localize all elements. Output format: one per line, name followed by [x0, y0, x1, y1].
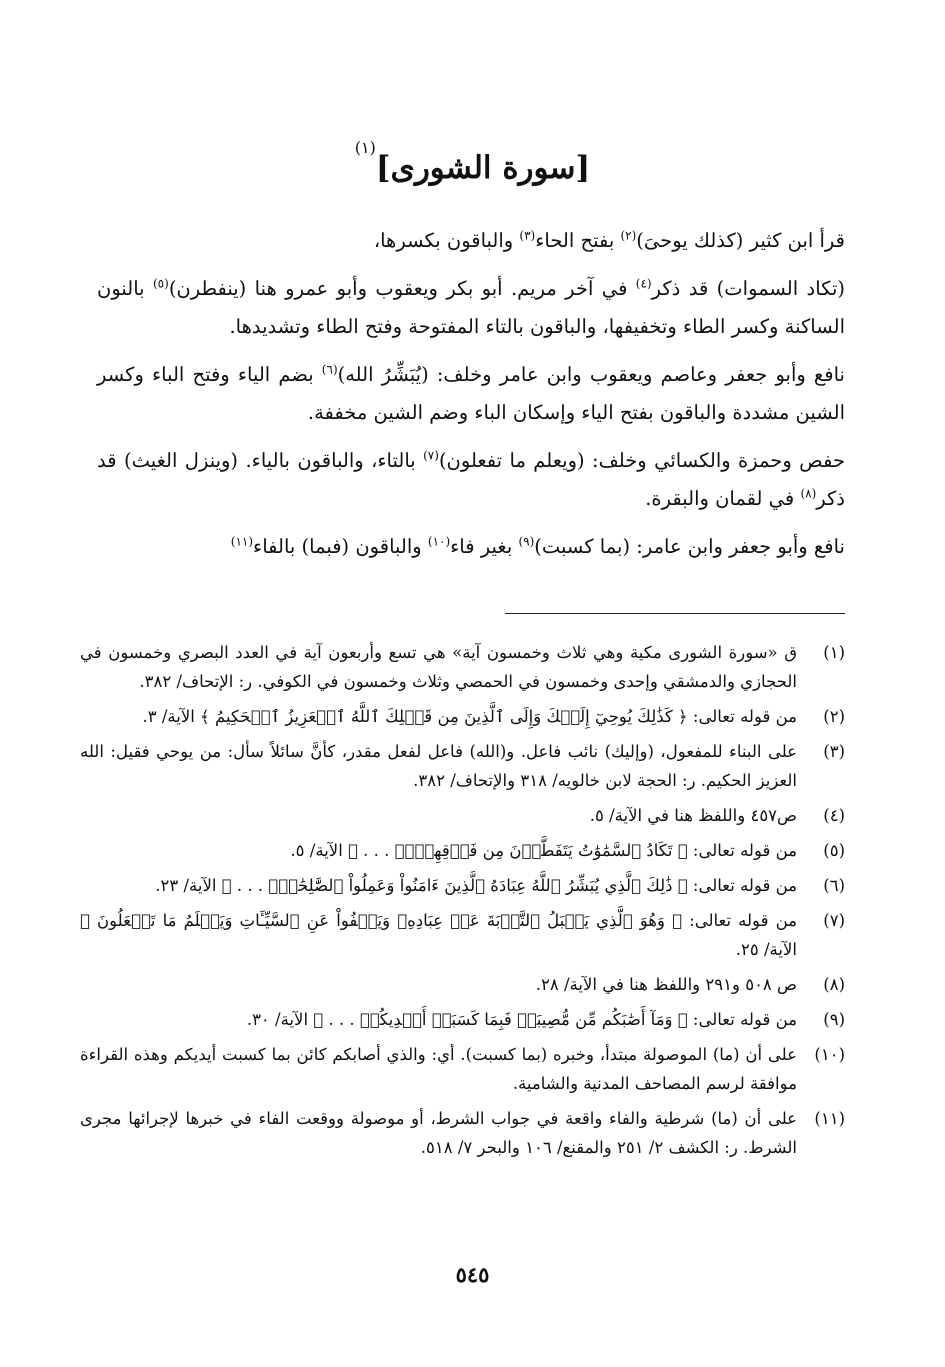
footnote-ref: (٦) [321, 362, 338, 377]
paragraph-text: نافع وأبو جعفر وعاصم ويعقوب وابن عامر وخلف: (يُبَشِّرُ الله) [337, 363, 845, 386]
footnote-item [80, 970, 845, 999]
paragraph-text: قرأ ابن كثير (كذلك يوحىَ) [636, 229, 845, 252]
paragraph-text: والباقون (فبما) بالفاء [253, 535, 428, 558]
paragraph [97, 442, 845, 518]
footnote-text: على أن (ما) الموصولة مبتدأ، وخبره (بما كسبت). أي: والذي أصابكم كائن بما كسبت أيديكم وهذه القراءة موافقة لرسم المصاحف المدنية والشامية. [80, 1045, 797, 1093]
footnote-number: (٤) [823, 806, 845, 825]
footnote-item [80, 1040, 845, 1098]
footnote-number: (٨) [823, 975, 845, 994]
footnote-item [80, 1104, 845, 1162]
paragraph-text: (تكاد السموات) قد ذكر [651, 277, 845, 300]
footnote-number: (١١) [814, 1109, 845, 1128]
footnote-item [80, 801, 845, 830]
footnote-item [80, 638, 845, 696]
paragraph-text: حفص وحمزة والكسائي وخلف: (ويعلم ما تفعلون) [438, 449, 845, 472]
surah-title-text: [سورة الشورى] [375, 150, 591, 186]
footnote-text: ق «سورة الشورى مكية وهي ثلاث وخمسون آية» هي تسع وأربعون آية في العدد البصري وخمسون في الحجازي والدمشقي وإحدى وخمسون في الحمصي وثلاث وخمسون في الكوفي. ر: الإتحاف/ ٣٨٢. [80, 643, 797, 691]
surah-title [0, 138, 945, 186]
paragraph-text: والباقون بكسرها، [373, 229, 520, 252]
footnote-ref: (٧) [423, 448, 439, 463]
paragraph-text: بالتاء، والباقون بالياء. (وينزل الغيث) قد ذكر [97, 449, 845, 510]
footnote-text: على البناء للمفعول، (وإليك) نائب فاعل. و(الله) فاعل لفعل مقدر، كأنَّ سائلاً سأل: من يوحي فقيل: الله العزيز الحكيم. ر: الحجة لابن خالويه/ ٣١٨ والإتحاف/ ٣٨٢. [80, 742, 797, 790]
title-footnote-ref: (١) [354, 138, 376, 157]
paragraph-text: في لقمان والبقرة. [645, 487, 801, 510]
paragraph [97, 222, 845, 260]
footnote-text: من قوله تعالى: ﴿ وَهُوَ ٱلَّذِي يَقۡبَلُ ٱلتَّوۡبَةَ عَنۡ عِبَادِهِۦ وَيَعۡفُواْ عَنِ ٱلسَّيِّـَٔاتِ وَيَعۡلَمُ مَا تَفۡعَلُونَ ﴾ الآية/ ٢٥. [80, 911, 797, 959]
page-number: ٥٤٥ [455, 1262, 490, 1287]
paragraph [97, 270, 845, 346]
footnote-item [80, 906, 845, 964]
footnote-text: ص٤٥٧ واللفظ هنا في الآية/ ٥. [589, 806, 797, 825]
footnote-number: (٣) [823, 742, 845, 761]
main-text [97, 222, 845, 576]
footnote-text: ص ٥٠٨ و٢٩١ واللفظ هنا في الآية/ ٢٨. [535, 975, 797, 994]
footnote-number: (١) [823, 643, 845, 662]
footnote-ref: (٤) [635, 276, 652, 291]
paragraph-text: بغير فاء [450, 535, 519, 558]
footnote-text: من قوله تعالى: ﴿ كَذَٰلِكَ يُوحِيٓ إِلَيۡكَ وَإِلَى ٱلَّذِينَ مِن قَبۡلِكَ ٱللَّهُ ٱلۡعَزِيزُ ٱلۡحَكِيمُ ﴾ الآية/ ٣. [142, 707, 797, 726]
footnotes [80, 638, 845, 1168]
footnote-item [80, 836, 845, 865]
footnote-ref: (٩) [518, 534, 535, 549]
footnote-item [80, 737, 845, 795]
footnote-item [80, 871, 845, 900]
footnote-text: من قوله تعالى: ﴿ وَمَآ أَصَٰبَكُم مِّن مُّصِيبَةٖ فَبِمَا كَسَبَتۡ أَيۡدِيكُمۡ . . . ﴾ الآية/ ٣٠. [246, 1010, 797, 1029]
footnote-number: (٧) [823, 911, 845, 930]
footnote-text: على أن (ما) شرطية والفاء واقعة في جواب الشرط، أو موصولة ووقعت الفاء في خبرها لإجرائها مجرى الشرط. ر: الكشف ٢/ ٢٥١ والمقنع/ ١٠٦ والبحر ٧/ ٥١٨. [80, 1109, 797, 1157]
footnote-separator [505, 613, 845, 614]
footnote-number: (١٠) [814, 1045, 845, 1064]
footnote-number: (٦) [823, 876, 845, 895]
footnote-number: (٩) [823, 1010, 845, 1029]
footnote-ref: (١٠) [427, 534, 451, 549]
footnote-ref: (١١) [230, 534, 254, 549]
footnote-text: من قوله تعالى: ﴿ ذَٰلِكَ ٱلَّذِي يُبَشِّرُ ٱللَّهُ عِبَادَهُ ٱلَّذِينَ ءَامَنُواْ وَعَمِلُواْ ٱلصَّٰلِحَٰتِۗ . . . ﴾ الآية/ ٢٣. [155, 876, 797, 895]
paragraph-text: في آخر مريم. أبو بكر ويعقوب وأبو عمرو هنا (ينفطرن) [168, 277, 636, 300]
footnote-number: (٢) [823, 707, 845, 726]
footnote-number: (٥) [823, 841, 845, 860]
paragraph [97, 356, 845, 432]
footnote-ref: (٣) [519, 228, 536, 243]
paragraph-text: نافع وأبو جعفر وابن عامر: (بما كسبت) [534, 535, 845, 558]
paragraph [97, 528, 845, 566]
paragraph-text: بفتح الحاء [535, 229, 621, 252]
paragraph-text: بالنون الساكنة وكسر الطاء وتخفيفها، والباقون بالتاء المفتوحة وفتح الطاء وتشديدها. [97, 277, 845, 338]
paragraph-text: بضم الياء وفتح الباء وكسر الشين مشددة والباقون بفتح الياء وإسكان الباء وضم الشين مخففة. [97, 363, 845, 424]
footnote-text: من قوله تعالى: ﴿ تَكَادُ ٱلسَّمَٰوَٰتُ يَتَفَطَّرۡنَ مِن فَوۡقِهِنَّۚ . . . ﴾ الآية/ ٥. [290, 841, 797, 860]
footnote-item [80, 1005, 845, 1034]
footnote-ref: (٢) [620, 228, 637, 243]
footnote-ref: (٥) [152, 276, 169, 291]
footnote-item [80, 702, 845, 731]
footnote-ref: (٨) [800, 486, 817, 501]
